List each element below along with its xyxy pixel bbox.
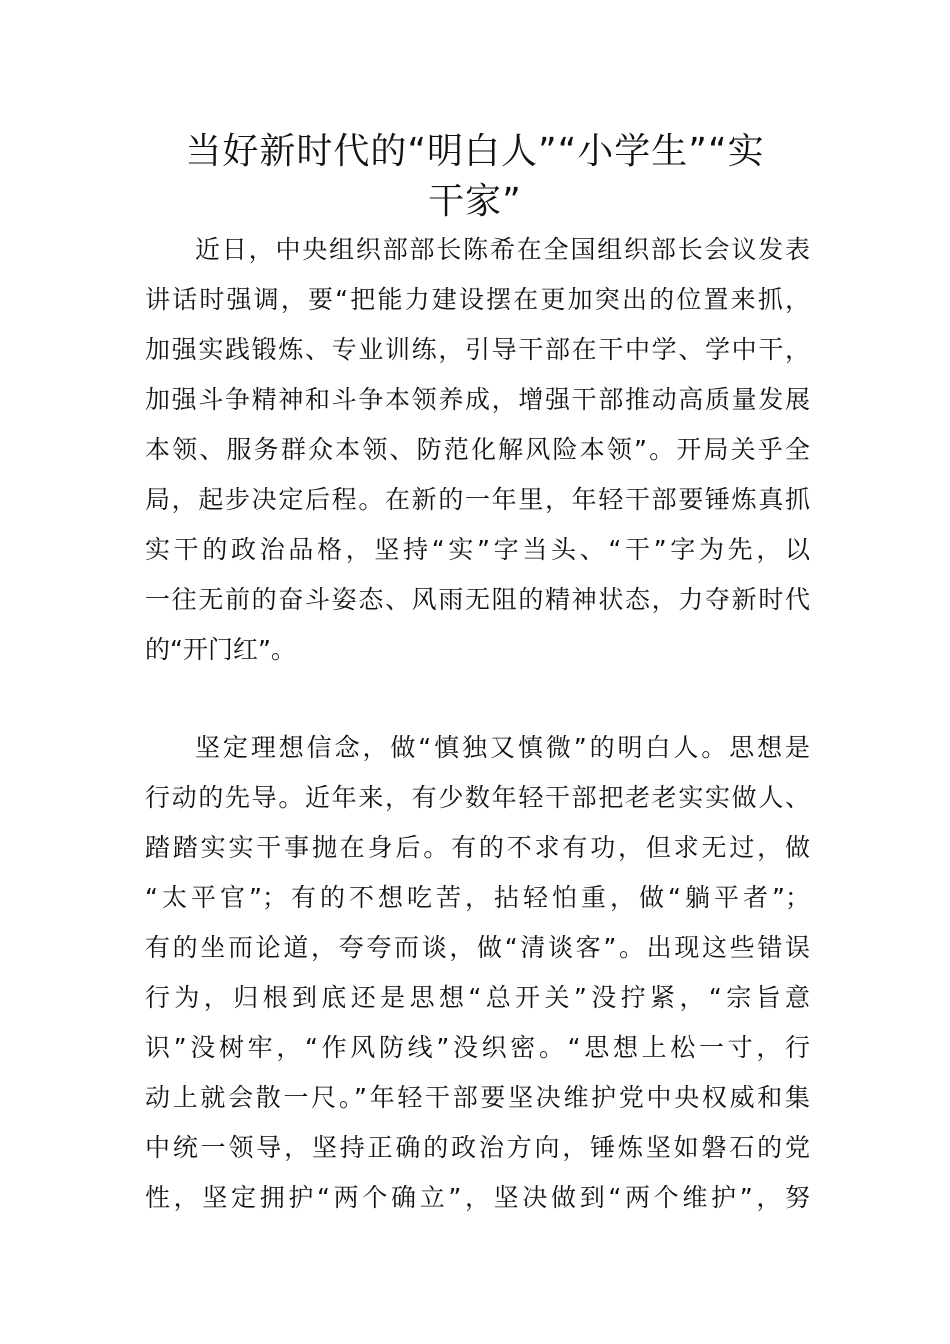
paragraph-2-line: 识”没树牢，“作风防线”没织密。“思想上松一寸，行 (145, 1033, 810, 1062)
paragraph-2-line: 踏踏实实干事抛在身后。有的不求有功，但求无过，做 (145, 833, 810, 862)
paragraph-1-line: 的“开门红”。 (145, 635, 296, 664)
paragraph-2-line: 行为，归根到底还是思想“总开关”没拧紧，“宗旨意 (145, 983, 810, 1012)
paragraph-1-line: 加强斗争精神和斗争本领养成，增强干部推动高质量发展 (145, 385, 810, 414)
paragraph-1-line: 一往无前的奋斗姿态、风雨无阻的精神状态，力夺新时代 (145, 585, 810, 614)
paragraph-2-line: 有的坐而论道，夸夸而谈，做“清谈客”。出现这些错误 (145, 933, 810, 962)
paragraph-1-line: 实干的政治品格，坚持“实”字当头、“干”字为先，以 (145, 535, 810, 564)
paragraph-1-line: 本领、服务群众本领、防范化解风险本领”。开局关乎全 (145, 435, 810, 464)
paragraph-2-line: 动上就会散一尺。”年轻干部要坚决维护党中央权威和集 (145, 1083, 810, 1112)
paragraph-1-line: 局，起步决定后程。在新的一年里，年轻干部要锤炼真抓 (145, 485, 810, 514)
paragraph-2-line: 坚定理想信念，做“慎独又慎微”的明白人。思想是 (195, 733, 810, 762)
paragraph-1-line: 讲话时强调，要“把能力建设摆在更加突出的位置来抓， (145, 285, 810, 314)
paragraph-2-line: 性，坚定拥护“两个确立”，坚决做到“两个维护”，努 (145, 1183, 810, 1212)
paragraph-2-line: 行动的先导。近年来，有少数年轻干部把老老实实做人、 (145, 783, 810, 812)
paragraph-2-line: “太平官”；有的不想吃苦，拈轻怕重，做“躺平者”； (145, 883, 810, 912)
paragraph-1-line: 加强实践锻炼、专业训练，引导干部在干中学、学中干， (145, 335, 810, 364)
paragraph-1-line: 近日，中央组织部部长陈希在全国组织部长会议发表 (195, 235, 810, 264)
document-title-line-2: 干家” (428, 181, 522, 222)
document-title-line-1: 当好新时代的“明白人”“小学生”“实 (185, 131, 765, 172)
paragraph-2-line: 中统一领导，坚持正确的政治方向，锤炼坚如磐石的党 (145, 1133, 810, 1162)
